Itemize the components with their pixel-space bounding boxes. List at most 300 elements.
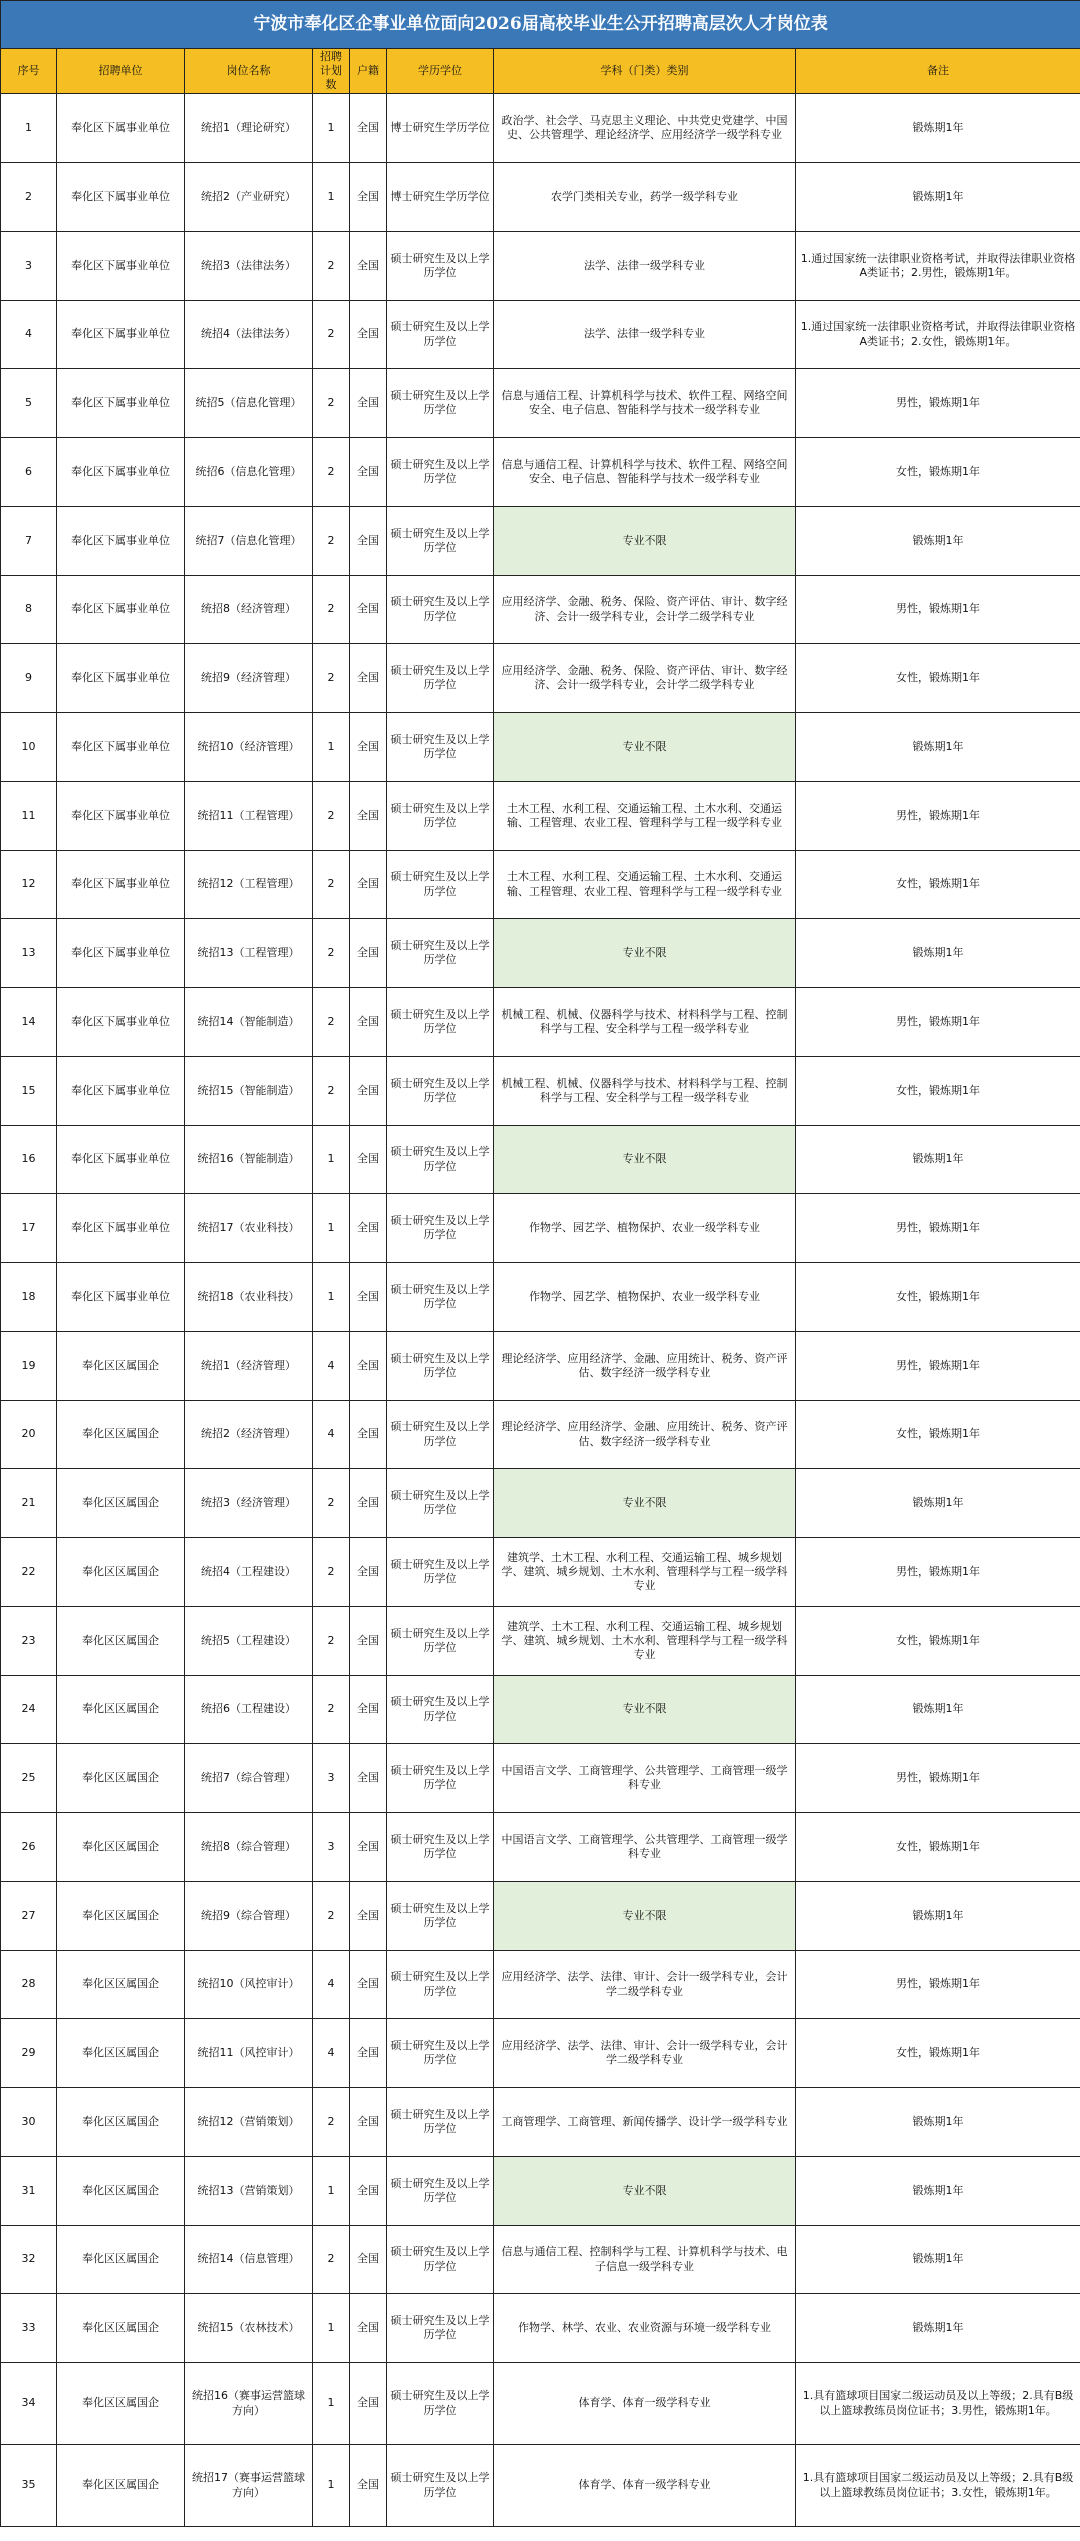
cell-remark: 1.具有篮球项目国家二级运动员及以上等级；2.具有B级以上篮球教练员岗位证书；3.女性，锻炼期1年。 [796, 2445, 1080, 2527]
table-row [1, 1057, 1080, 1126]
cell-major: 中国语言文学、工商管理学、公共管理学、工商管理一级学科专业 [494, 1813, 796, 1882]
cell-hukou: 全国 [350, 1744, 387, 1813]
cell-count: 1 [313, 163, 350, 232]
cell-position: 统招1（理论研究） [185, 94, 313, 163]
cell-degree: 硕士研究生及以上学历学位 [387, 2019, 494, 2088]
cell-hukou: 全国 [350, 2226, 387, 2294]
cell-count: 4 [313, 1332, 350, 1401]
cell-hukou: 全国 [350, 576, 387, 644]
cell-remark: 女性，锻炼期1年 [796, 2019, 1080, 2088]
cell-degree: 硕士研究生及以上学历学位 [387, 438, 494, 507]
cell-unit: 奉化区区属国企 [57, 1882, 185, 1951]
cell-position: 统招3（经济管理） [185, 1469, 313, 1538]
cell-seq: 14 [1, 988, 57, 1057]
cell-position: 统招7（综合管理） [185, 1744, 313, 1813]
cell-hukou: 全国 [350, 713, 387, 782]
cell-remark: 锻炼期1年 [796, 2088, 1080, 2157]
cell-seq: 35 [1, 2445, 57, 2527]
cell-remark: 锻炼期1年 [796, 713, 1080, 782]
cell-remark: 男性，锻炼期1年 [796, 1951, 1080, 2019]
cell-degree: 硕士研究生及以上学历学位 [387, 576, 494, 644]
cell-remark: 1.通过国家统一法律职业资格考试，并取得法律职业资格A类证书；2.女性，锻炼期1年。 [796, 301, 1080, 369]
cell-seq: 12 [1, 851, 57, 919]
cell-position: 统招2（产业研究） [185, 163, 313, 232]
cell-unit: 奉化区区属国企 [57, 2445, 185, 2527]
cell-remark: 男性，锻炼期1年 [796, 988, 1080, 1057]
cell-hukou: 全国 [350, 1813, 387, 1882]
header-degree: 学历学位 [387, 49, 494, 94]
cell-seq: 1 [1, 94, 57, 163]
cell-hukou: 全国 [350, 1676, 387, 1744]
cell-count: 2 [313, 782, 350, 851]
table-row [1, 1194, 1080, 1263]
table-row [1, 782, 1080, 851]
cell-remark: 女性，锻炼期1年 [796, 1057, 1080, 1126]
cell-count: 2 [313, 1882, 350, 1951]
cell-remark: 男性，锻炼期1年 [796, 1332, 1080, 1401]
cell-hukou: 全国 [350, 644, 387, 713]
cell-position: 统招9（综合管理） [185, 1882, 313, 1951]
cell-remark: 女性，锻炼期1年 [796, 1263, 1080, 1332]
cell-hukou: 全国 [350, 1538, 387, 1607]
cell-remark: 锻炼期1年 [796, 94, 1080, 163]
cell-count: 4 [313, 2019, 350, 2088]
cell-count: 2 [313, 2226, 350, 2294]
cell-unit: 奉化区区属国企 [57, 2019, 185, 2088]
table-row [1, 438, 1080, 507]
cell-major: 农学门类相关专业，药学一级学科专业 [494, 163, 796, 232]
cell-remark: 女性，锻炼期1年 [796, 1401, 1080, 1469]
cell-major: 应用经济学、金融、税务、保险、资产评估、审计、数字经济、会计一级学科专业，会计学二级学科专业 [494, 644, 796, 713]
table-row [1, 1401, 1080, 1469]
cell-seq: 23 [1, 1607, 57, 1676]
cell-hukou: 全国 [350, 232, 387, 301]
cell-count: 1 [313, 713, 350, 782]
cell-position: 统招12（营销策划） [185, 2088, 313, 2157]
cell-seq: 24 [1, 1676, 57, 1744]
cell-major: 土木工程、水利工程、交通运输工程、土木水利、交通运输、工程管理、农业工程、管理科学与工程一级学科专业 [494, 851, 796, 919]
table-row [1, 2226, 1080, 2294]
cell-degree: 硕士研究生及以上学历学位 [387, 1469, 494, 1538]
cell-position: 统招5（工程建设） [185, 1607, 313, 1676]
cell-degree: 硕士研究生及以上学历学位 [387, 232, 494, 301]
cell-position: 统招10（风控审计） [185, 1951, 313, 2019]
cell-seq: 10 [1, 713, 57, 782]
cell-position: 统招4（工程建设） [185, 1538, 313, 1607]
cell-remark: 锻炼期1年 [796, 163, 1080, 232]
cell-remark: 男性，锻炼期1年 [796, 1744, 1080, 1813]
cell-count: 4 [313, 1951, 350, 2019]
cell-seq: 21 [1, 1469, 57, 1538]
cell-position: 统招16（智能制造） [185, 1126, 313, 1194]
table-row [1, 988, 1080, 1057]
cell-count: 2 [313, 301, 350, 369]
cell-remark: 男性，锻炼期1年 [796, 576, 1080, 644]
cell-hukou: 全国 [350, 1401, 387, 1469]
cell-hukou: 全国 [350, 2019, 387, 2088]
cell-count: 1 [313, 1126, 350, 1194]
cell-position: 统招17（赛事运营篮球方向） [185, 2445, 313, 2527]
cell-hukou: 全国 [350, 94, 387, 163]
cell-remark: 锻炼期1年 [796, 2226, 1080, 2294]
cell-unit: 奉化区下属事业单位 [57, 369, 185, 438]
cell-count: 2 [313, 1469, 350, 1538]
cell-remark: 男性，锻炼期1年 [796, 782, 1080, 851]
cell-remark: 锻炼期1年 [796, 1469, 1080, 1538]
cell-major: 信息与通信工程、计算机科学与技术、软件工程、网络空间安全、电子信息、智能科学与技术一级学科专业 [494, 438, 796, 507]
cell-position: 统招18（农业科技） [185, 1263, 313, 1332]
cell-seq: 25 [1, 1744, 57, 1813]
cell-unit: 奉化区区属国企 [57, 1607, 185, 1676]
cell-count: 1 [313, 2445, 350, 2527]
cell-position: 统招13（营销策划） [185, 2157, 313, 2226]
cell-hukou: 全国 [350, 2157, 387, 2226]
cell-seq: 18 [1, 1263, 57, 1332]
header-count: 招聘计划数 [313, 49, 350, 94]
cell-degree: 硕士研究生及以上学历学位 [387, 1332, 494, 1401]
cell-count: 2 [313, 1538, 350, 1607]
cell-seq: 6 [1, 438, 57, 507]
header-remark: 备注 [796, 49, 1080, 94]
cell-degree: 硕士研究生及以上学历学位 [387, 2088, 494, 2157]
cell-unit: 奉化区区属国企 [57, 1744, 185, 1813]
cell-remark: 男性，锻炼期1年 [796, 369, 1080, 438]
cell-hukou: 全国 [350, 2088, 387, 2157]
cell-seq: 11 [1, 782, 57, 851]
cell-count: 2 [313, 988, 350, 1057]
cell-hukou: 全国 [350, 2363, 387, 2445]
cell-remark: 锻炼期1年 [796, 1882, 1080, 1951]
cell-remark: 锻炼期1年 [796, 1676, 1080, 1744]
header-major: 学科（门类）类别 [494, 49, 796, 94]
cell-degree: 硕士研究生及以上学历学位 [387, 919, 494, 988]
cell-unit: 奉化区下属事业单位 [57, 576, 185, 644]
cell-degree: 硕士研究生及以上学历学位 [387, 2157, 494, 2226]
cell-hukou: 全国 [350, 1057, 387, 1126]
table-row [1, 1126, 1080, 1194]
cell-seq: 3 [1, 232, 57, 301]
table-row [1, 1469, 1080, 1538]
cell-seq: 29 [1, 2019, 57, 2088]
cell-position: 统招16（赛事运营篮球方向） [185, 2363, 313, 2445]
header-unit: 招聘单位 [57, 49, 185, 94]
cell-degree: 硕士研究生及以上学历学位 [387, 1057, 494, 1126]
cell-unit: 奉化区下属事业单位 [57, 94, 185, 163]
cell-degree: 硕士研究生及以上学历学位 [387, 1744, 494, 1813]
cell-remark: 女性，锻炼期1年 [796, 1607, 1080, 1676]
cell-seq: 28 [1, 1951, 57, 2019]
cell-unit: 奉化区区属国企 [57, 1951, 185, 2019]
cell-remark: 男性，锻炼期1年 [796, 1538, 1080, 1607]
cell-major: 建筑学、土木工程、水利工程、交通运输工程、城乡规划学、建筑、城乡规划、土木水利、管理科学与工程一级学科专业 [494, 1538, 796, 1607]
cell-degree: 硕士研究生及以上学历学位 [387, 1882, 494, 1951]
cell-unit: 奉化区下属事业单位 [57, 163, 185, 232]
cell-degree: 硕士研究生及以上学历学位 [387, 713, 494, 782]
cell-position: 统招11（工程管理） [185, 782, 313, 851]
table-row [1, 2088, 1080, 2157]
cell-position: 统招7（信息化管理） [185, 507, 313, 576]
cell-unit: 奉化区区属国企 [57, 1676, 185, 1744]
cell-major: 法学、法律一级学科专业 [494, 232, 796, 301]
cell-unit: 奉化区下属事业单位 [57, 1057, 185, 1126]
cell-hukou: 全国 [350, 1332, 387, 1401]
cell-degree: 硕士研究生及以上学历学位 [387, 782, 494, 851]
cell-count: 2 [313, 576, 350, 644]
cell-count: 1 [313, 1263, 350, 1332]
cell-hukou: 全国 [350, 507, 387, 576]
cell-hukou: 全国 [350, 2445, 387, 2527]
cell-seq: 26 [1, 1813, 57, 1882]
header-seq: 序号 [1, 49, 57, 94]
cell-seq: 8 [1, 576, 57, 644]
cell-hukou: 全国 [350, 301, 387, 369]
cell-hukou: 全国 [350, 1194, 387, 1263]
cell-unit: 奉化区下属事业单位 [57, 1194, 185, 1263]
cell-seq: 33 [1, 2294, 57, 2363]
cell-remark: 1.通过国家统一法律职业资格考试，并取得法律职业资格A类证书；2.男性，锻炼期1年。 [796, 232, 1080, 301]
cell-major: 专业不限 [494, 507, 796, 576]
table-row [1, 1607, 1080, 1676]
cell-degree: 硕士研究生及以上学历学位 [387, 1194, 494, 1263]
cell-unit: 奉化区区属国企 [57, 1401, 185, 1469]
table-row [1, 1813, 1080, 1882]
cell-remark: 女性，锻炼期1年 [796, 851, 1080, 919]
cell-unit: 奉化区下属事业单位 [57, 301, 185, 369]
cell-unit: 奉化区区属国企 [57, 2088, 185, 2157]
cell-unit: 奉化区下属事业单位 [57, 507, 185, 576]
cell-unit: 奉化区区属国企 [57, 1813, 185, 1882]
cell-remark: 女性，锻炼期1年 [796, 644, 1080, 713]
cell-position: 统招2（经济管理） [185, 1401, 313, 1469]
cell-count: 3 [313, 1744, 350, 1813]
table-row [1, 2019, 1080, 2088]
cell-hukou: 全国 [350, 1951, 387, 2019]
cell-major: 法学、法律一级学科专业 [494, 301, 796, 369]
cell-hukou: 全国 [350, 988, 387, 1057]
table-row [1, 644, 1080, 713]
cell-unit: 奉化区区属国企 [57, 2294, 185, 2363]
table-row [1, 1676, 1080, 1744]
cell-degree: 硕士研究生及以上学历学位 [387, 1813, 494, 1882]
cell-seq: 20 [1, 1401, 57, 1469]
table-row [1, 2157, 1080, 2226]
cell-unit: 奉化区下属事业单位 [57, 851, 185, 919]
table-row [1, 369, 1080, 438]
cell-major: 作物学、园艺学、植物保护、农业一级学科专业 [494, 1194, 796, 1263]
cell-degree: 硕士研究生及以上学历学位 [387, 301, 494, 369]
cell-major: 工商管理学、工商管理、新闻传播学、设计学一级学科专业 [494, 2088, 796, 2157]
cell-position: 统招6（工程建设） [185, 1676, 313, 1744]
cell-major: 信息与通信工程、计算机科学与技术、软件工程、网络空间安全、电子信息、智能科学与技术一级学科专业 [494, 369, 796, 438]
cell-major: 专业不限 [494, 713, 796, 782]
cell-major: 专业不限 [494, 1126, 796, 1194]
table-row [1, 1744, 1080, 1813]
table-row [1, 1882, 1080, 1951]
cell-seq: 27 [1, 1882, 57, 1951]
cell-hukou: 全国 [350, 163, 387, 232]
cell-unit: 奉化区下属事业单位 [57, 644, 185, 713]
table-row [1, 232, 1080, 301]
table-row [1, 507, 1080, 576]
cell-count: 1 [313, 2363, 350, 2445]
cell-remark: 锻炼期1年 [796, 1126, 1080, 1194]
cell-position: 统招17（农业科技） [185, 1194, 313, 1263]
cell-position: 统招12（工程管理） [185, 851, 313, 919]
cell-position: 统招1（经济管理） [185, 1332, 313, 1401]
header-row [1, 49, 1080, 94]
cell-remark: 1.具有篮球项目国家二级运动员及以上等级；2.具有B级以上篮球教练员岗位证书；3.男性，锻炼期1年。 [796, 2363, 1080, 2445]
cell-unit: 奉化区下属事业单位 [57, 1263, 185, 1332]
cell-position: 统招4（法律法务） [185, 301, 313, 369]
cell-degree: 硕士研究生及以上学历学位 [387, 851, 494, 919]
cell-degree: 硕士研究生及以上学历学位 [387, 1538, 494, 1607]
table-row [1, 1332, 1080, 1401]
table-row [1, 94, 1080, 163]
cell-major: 专业不限 [494, 1676, 796, 1744]
cell-major: 中国语言文学、工商管理学、公共管理学、工商管理一级学科专业 [494, 1744, 796, 1813]
cell-seq: 30 [1, 2088, 57, 2157]
table-row [1, 1951, 1080, 2019]
cell-seq: 32 [1, 2226, 57, 2294]
cell-position: 统招15（智能制造） [185, 1057, 313, 1126]
cell-unit: 奉化区区属国企 [57, 1332, 185, 1401]
cell-degree: 硕士研究生及以上学历学位 [387, 1607, 494, 1676]
cell-hukou: 全国 [350, 369, 387, 438]
cell-major: 作物学、园艺学、植物保护、农业一级学科专业 [494, 1263, 796, 1332]
cell-hukou: 全国 [350, 782, 387, 851]
table-row [1, 851, 1080, 919]
cell-remark: 锻炼期1年 [796, 919, 1080, 988]
cell-degree: 硕士研究生及以上学历学位 [387, 1401, 494, 1469]
cell-degree: 硕士研究生及以上学历学位 [387, 2363, 494, 2445]
cell-degree: 硕士研究生及以上学历学位 [387, 1126, 494, 1194]
cell-degree: 硕士研究生及以上学历学位 [387, 2445, 494, 2527]
cell-major: 应用经济学、法学、法律、审计、会计一级学科专业，会计学二级学科专业 [494, 1951, 796, 2019]
cell-hukou: 全国 [350, 1882, 387, 1951]
table-row [1, 576, 1080, 644]
cell-major: 建筑学、土木工程、水利工程、交通运输工程、城乡规划学、建筑、城乡规划、土木水利、管理科学与工程一级学科专业 [494, 1607, 796, 1676]
cell-unit: 奉化区下属事业单位 [57, 232, 185, 301]
cell-hukou: 全国 [350, 1607, 387, 1676]
cell-unit: 奉化区区属国企 [57, 2157, 185, 2226]
cell-seq: 19 [1, 1332, 57, 1401]
cell-seq: 7 [1, 507, 57, 576]
cell-unit: 奉化区区属国企 [57, 1469, 185, 1538]
cell-count: 2 [313, 232, 350, 301]
cell-seq: 13 [1, 919, 57, 988]
cell-position: 统招14（信息管理） [185, 2226, 313, 2294]
cell-count: 1 [313, 2157, 350, 2226]
cell-degree: 硕士研究生及以上学历学位 [387, 2226, 494, 2294]
cell-count: 2 [313, 1057, 350, 1126]
cell-degree: 硕士研究生及以上学历学位 [387, 644, 494, 713]
cell-major: 土木工程、水利工程、交通运输工程、土木水利、交通运输、工程管理、农业工程、管理科学与工程一级学科专业 [494, 782, 796, 851]
cell-unit: 奉化区区属国企 [57, 1538, 185, 1607]
cell-position: 统招14（智能制造） [185, 988, 313, 1057]
cell-unit: 奉化区区属国企 [57, 2226, 185, 2294]
table-row [1, 713, 1080, 782]
cell-seq: 22 [1, 1538, 57, 1607]
cell-count: 1 [313, 94, 350, 163]
table-body [1, 94, 1080, 2527]
cell-count: 2 [313, 919, 350, 988]
cell-major: 作物学、林学、农业、农业资源与环境一级学科专业 [494, 2294, 796, 2363]
cell-major: 专业不限 [494, 1882, 796, 1951]
cell-remark: 锻炼期1年 [796, 507, 1080, 576]
cell-major: 体育学、体育一级学科专业 [494, 2363, 796, 2445]
cell-major: 专业不限 [494, 2157, 796, 2226]
cell-hukou: 全国 [350, 2294, 387, 2363]
cell-position: 统招11（风控审计） [185, 2019, 313, 2088]
cell-count: 3 [313, 1813, 350, 1882]
cell-degree: 博士研究生学历学位 [387, 163, 494, 232]
cell-major: 应用经济学、金融、税务、保险、资产评估、审计、数字经济、会计一级学科专业，会计学二级学科专业 [494, 576, 796, 644]
cell-seq: 34 [1, 2363, 57, 2445]
cell-hukou: 全国 [350, 1126, 387, 1194]
cell-position: 统招15（农林技术） [185, 2294, 313, 2363]
table-row [1, 1263, 1080, 1332]
cell-count: 2 [313, 438, 350, 507]
cell-degree: 硕士研究生及以上学历学位 [387, 1263, 494, 1332]
cell-position: 统招3（法律法务） [185, 232, 313, 301]
cell-seq: 17 [1, 1194, 57, 1263]
cell-position: 统招9（经济管理） [185, 644, 313, 713]
table-row [1, 1538, 1080, 1607]
cell-major: 理论经济学、应用经济学、金融、应用统计、税务、资产评估、数字经济一级学科专业 [494, 1401, 796, 1469]
cell-seq: 5 [1, 369, 57, 438]
cell-count: 2 [313, 851, 350, 919]
cell-major: 机械工程、机械、仪器科学与技术、材料科学与工程、控制科学与工程、安全科学与工程一级学科专业 [494, 988, 796, 1057]
cell-seq: 31 [1, 2157, 57, 2226]
cell-major: 专业不限 [494, 919, 796, 988]
table-row [1, 2294, 1080, 2363]
cell-count: 2 [313, 507, 350, 576]
cell-count: 4 [313, 1401, 350, 1469]
cell-unit: 奉化区下属事业单位 [57, 782, 185, 851]
cell-seq: 2 [1, 163, 57, 232]
cell-hukou: 全国 [350, 1263, 387, 1332]
cell-hukou: 全国 [350, 438, 387, 507]
table-row [1, 2445, 1080, 2527]
cell-hukou: 全国 [350, 1469, 387, 1538]
header-position: 岗位名称 [185, 49, 313, 94]
cell-unit: 奉化区下属事业单位 [57, 438, 185, 507]
cell-remark: 锻炼期1年 [796, 2294, 1080, 2363]
cell-count: 2 [313, 2088, 350, 2157]
table-row [1, 163, 1080, 232]
cell-major: 体育学、体育一级学科专业 [494, 2445, 796, 2527]
cell-unit: 奉化区下属事业单位 [57, 713, 185, 782]
cell-count: 1 [313, 1194, 350, 1263]
cell-major: 信息与通信工程、控制科学与工程、计算机科学与技术、电子信息一级学科专业 [494, 2226, 796, 2294]
cell-degree: 硕士研究生及以上学历学位 [387, 988, 494, 1057]
cell-count: 2 [313, 644, 350, 713]
cell-position: 统招6（信息化管理） [185, 438, 313, 507]
cell-degree: 博士研究生学历学位 [387, 94, 494, 163]
cell-seq: 9 [1, 644, 57, 713]
cell-count: 1 [313, 2294, 350, 2363]
cell-seq: 4 [1, 301, 57, 369]
cell-hukou: 全国 [350, 919, 387, 988]
cell-major: 专业不限 [494, 1469, 796, 1538]
cell-position: 统招13（工程管理） [185, 919, 313, 988]
cell-remark: 女性，锻炼期1年 [796, 1813, 1080, 1882]
cell-major: 政治学、社会学、马克思主义理论、中共党史党建学、中国史、公共管理学、理论经济学、应用经济学一级学科专业 [494, 94, 796, 163]
cell-remark: 锻炼期1年 [796, 2157, 1080, 2226]
cell-unit: 奉化区下属事业单位 [57, 919, 185, 988]
table-row [1, 2363, 1080, 2445]
cell-unit: 奉化区区属国企 [57, 2363, 185, 2445]
